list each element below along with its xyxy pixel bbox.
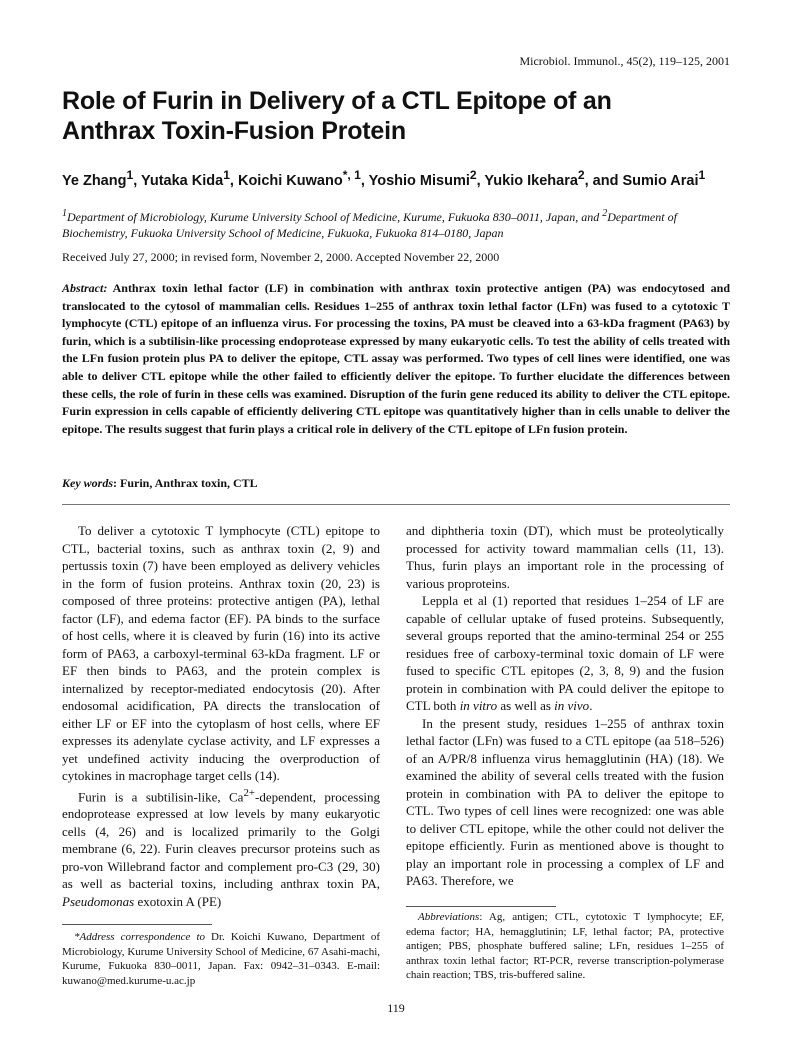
footnote-divider [406, 906, 556, 907]
author-separator: , [476, 172, 485, 189]
affiliation-text: Department of Microbiology, Kurume University School of Medicine, Kurume, Fukuoka 830–0011, Japan, and [67, 210, 603, 224]
abstract [62, 280, 730, 438]
body-paragraph [62, 785, 380, 911]
body-paragraph: To deliver a cytotoxic T lymphocyte (CTL) epitope to CTL, bacterial toxins, such as anthrax toxin (2, 9) and pertussis toxin (7) have been employed as delivery vehicles in the form of fusion proteins. Anthrax toxin (20, 23) is composed of three proteins: protective antigen (PA), lethal factor (LF), and edema factor (EF). PA binds to the surface of host cells, where it is cleaved by furin (16) into its active form of PA63, a carboxyl-terminal 63-kDa fragment. LF or EF then binds to PA63, and the protein complex is internalized by receptor-mediated endocytosis (20). After endosomal acidification, PA directs the translocation of either LF or EF into the cytoplasm of host cells, where EF expresses its adenylate cyclase activity, and LF expresses a yet undefined activity inducing the overproduction of cytokines in macrophage target cells (14). [62, 523, 380, 783]
author-separator: , [360, 172, 369, 189]
author-separator: , [229, 172, 238, 189]
footnote-label: Abbreviations [418, 911, 480, 923]
author-separator: , [133, 172, 141, 189]
italic-term: in vitro [459, 698, 498, 713]
author-name: Sumio Arai [622, 172, 699, 189]
author-affiliation-mark: *, 1 [342, 168, 361, 182]
footnote-text: Dr. Koichi Kuwano, Department of Microbiology, Kurume University School of Medicine, 67 Asahi-machi, Kurume, Fukuoka 830–0011, Japan. Fax: 0942–31–0343. E-mail: kuwano@med.kurume-u.ac.jp [62, 931, 380, 987]
author-affiliation-mark: 1 [223, 168, 230, 182]
author-separator: , and [584, 172, 623, 189]
author-affiliation-mark: 1 [698, 168, 706, 182]
body-paragraph: In the present study, residues 1–255 of anthrax toxin lethal factor (LFn) was fused to a CTL epitope (aa 518–526) of an A/PR/8 influenza virus hemagglutinin (HA) (18). We examined the ability of several cells treated with the fusion protein in combination with PA to deliver the epitope to CTL. Two types of cell lines were recognized: one was able to deliver CTL epitope, while the other could not deliver the epitope efficiently. Furin as mentioned above is thought to play an important role in processing a complex of LF and PA63. Therefore, we [406, 715, 724, 888]
abstract-text: Anthrax toxin lethal factor (LF) in combination with anthrax toxin protective antigen (PA) was endocytosed and translocated to the cytosol of mammalian cells. Residues 1–255 of anthrax toxin lethal factor (LFn) was fused to a cytotoxic T lymphocyte (CTL) epitope of an influenza virus. For processing the toxins, PA must be cleaved into a 63-kDa fragment (PA63) by furin, which is a subtilisin-like processing endoprotease expressed by many eukaryotic cells. To test the ability of cells treated with the LFn fusion protein plus PA to deliver the epitope, CTL assay was performed. Two types of cell lines were identified, one was able to deliver CTL epitope while the other failed to efficiently deliver the epitope. To further elucidate the differences between these cells, the role of furin in these cells was examined. Disruption of the furin gene reduced its ability to deliver the CTL epitope. Furin expression in cells capable of efficiently delivering CTL epitope was quantitatively higher than in cells unable to deliver the epitope. The results suggest that furin plays a critical role in delivery of the CTL epitope of LFn fusion protein. [62, 281, 730, 436]
body-text: Furin is a subtilisin-like, Ca [78, 788, 244, 804]
body-text: exotoxin A (PE) [134, 893, 222, 909]
page-number: 119 [387, 1001, 405, 1015]
author-name: Yoshio Misumi [368, 172, 470, 189]
journal-reference: Microbiol. Immunol., 45(2), 119–125, 2001 [519, 54, 730, 68]
abstract-label: Abstract: [62, 281, 108, 295]
italic-term: Pseudomonas [62, 893, 135, 909]
body-text: Leppla et al (1) reported that residues 1–254 of LF are capable of cellular uptake of fused proteins. Subsequently, several groups reported that the amino-terminal 254 or 255 residues free of carboxy-terminal toxic domain of LF were fused to specific CTL epitopes (2, 3, 8, 9) and the fusion protein in combination with PA could deliver the epitope to CTL both [406, 593, 724, 713]
body-paragraph: and diphtheria toxin (DT), which must be proteolytically processed for activity toward mammalian cells (11, 13). Thus, furin plays an important role in the processing of various proproteins. [406, 523, 724, 591]
affiliation-text: Department of Biochemistry, Fukuoka University School of Medicine, Fukuoka, Fukuoka 814–0180, Japan [62, 210, 677, 240]
body-text: . [589, 698, 593, 713]
body-column-right [406, 522, 724, 890]
body-paragraph [406, 592, 724, 715]
author-name: Ye Zhang [62, 172, 127, 189]
received-dates: Received July 27, 2000; in revised form, November 2, 2000. Accepted November 22, 2000 [62, 250, 500, 264]
keywords [62, 476, 258, 491]
body-text: -dependent, processing endoprotease expressed at low levels by many eukaryotic cells (4, 26) and is localized primarily to the Golgi membrane (6, 22). Furin cleaves precursor proteins such as pro-von Willebrand factor and complement pro-C3 (29, 30) as well as bacterial toxins, including anthrax toxin PA, [62, 788, 380, 892]
abbreviations-footnote [406, 910, 724, 983]
author-affiliation-mark: 2 [577, 168, 585, 182]
footnote-text: : Ag, antigen; CTL, cytotoxic T lymphocyte; EF, edema factor; HA, hemagglutinin; LF, lethal factor; PA, protective antigen; PBS, phosphate buffered saline; LFn, residues 1–255 of anthrax toxin lethal factor; RT-PCR, reverse transcription-polymerase chain reaction; TBS, tris-buffered saline. [406, 911, 724, 982]
correspondence-footnote [62, 930, 380, 988]
body-text: as well as [497, 698, 555, 713]
author-name: Yukio Ikehara [484, 172, 578, 189]
author-name: Yutaka Kida [140, 172, 224, 189]
footnote-divider [62, 924, 212, 925]
footnote-paragraph [62, 930, 380, 988]
keywords-label: Key words [62, 476, 113, 490]
footnote-label: *Address correspondence to [74, 931, 206, 943]
author-affiliation-mark: 1 [126, 168, 134, 182]
author-name: Koichi Kuwano [237, 172, 343, 189]
footnote-paragraph [406, 910, 724, 983]
affiliation-mark: 1 [62, 208, 67, 219]
author-affiliation-mark: 2 [469, 168, 477, 182]
article-title: Role of Furin in Delivery of a CTL Epitope of an Anthrax Toxin-Fusion Protein [62, 87, 612, 145]
affiliations [62, 206, 730, 241]
affiliation-mark: 2 [602, 208, 608, 219]
body-column-left [62, 522, 380, 910]
superscript: 2+ [243, 786, 255, 799]
section-divider [62, 504, 730, 505]
author-list [62, 168, 742, 189]
keywords-text: : Furin, Anthrax toxin, CTL [113, 476, 258, 490]
italic-term: in vivo [554, 698, 590, 713]
